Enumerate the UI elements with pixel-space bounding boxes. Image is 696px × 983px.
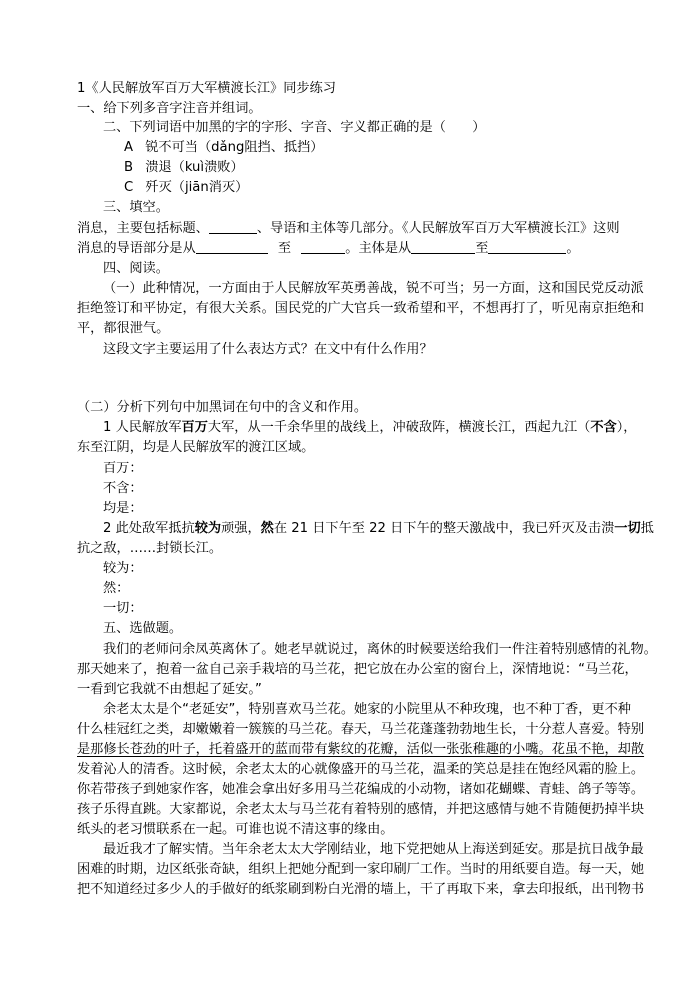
passage-p2-line-1: 余老太太是个“老延安”，特别喜欢马兰花。她家的小院里从不种玫瑰，也不种丁香，更不种 (103, 702, 631, 717)
passage-p2-line-4: 发着沁人的清香。这时候，余老太太的心就像盛开的马兰花，温柔的笑总是挂在饱经风霜的脸上。 (77, 762, 645, 777)
option-a (124, 138, 323, 158)
sentence-1-bold-baiwan: 百万 (181, 420, 208, 435)
fill-2-text-b: 至 (277, 241, 292, 256)
fill-2-text-e: 。 (566, 241, 580, 256)
option-b-text: 溃退（kuì溃败） (145, 160, 244, 175)
word-prompt-yiqie: 一切： (103, 601, 143, 616)
reading-1-line-3: 平，都很泄气。 (77, 321, 170, 336)
section-3-heading: 三、填空。 (103, 200, 169, 215)
word-prompt-baiwan: 百万： (103, 461, 143, 476)
blank-1[interactable] (209, 219, 257, 234)
passage-p2-line-2: 什么桂冠红之类，却嫩嫩着一簇簇的马兰花。春天，马兰花蓬蓬勃勃地生长，十分惹人喜爱。特别 (77, 722, 645, 737)
option-c-text: 歼灭（jiān消灭） (145, 180, 249, 195)
passage-p2-line-6: 孩子乐得直跳。大家都说，余老太太与马兰花有着特别的感情，并把这感情与她不肯随便扔掉半块 (77, 802, 645, 817)
sentence-1-text-c: 大军，从一千余华里的战线上，冲破敌阵，横渡长江，西起九江（ (207, 420, 591, 435)
option-b-letter: B (124, 160, 134, 175)
blank-2[interactable] (196, 239, 268, 254)
fill-line-1 (77, 219, 620, 239)
passage-p3-line-3: 把不知道经过多少人的手做好的纸浆刷到粉白光滑的墙上，干了再取下来，拿去印报纸，出刊物书 (77, 882, 645, 897)
section-5-heading: 五、选做题。 (103, 621, 183, 636)
passage-p1-line-2: 那天她来了，抱着一盆自己亲手栽培的马兰花，把它放在办公室的窗台上，深情地说：“马兰花， (77, 662, 638, 677)
section-1-heading: 一、给下列多音字注音并组词。 (77, 101, 262, 116)
option-c-letter: C (124, 180, 134, 195)
fill-2-text-c: 。主体是从 (345, 241, 412, 256)
passage-p3-line-1: 最近我才了解实情。当年余老太太大学刚结业，地下党把她从上海送到延安。那是抗日战争最 (103, 842, 644, 857)
reading-1-line-2: 拒绝签订和平协定，有很大关系。国民党的广大官兵一致希望和平，不想再打了，听见南京拒绝和 (77, 301, 645, 316)
option-b (124, 158, 244, 178)
fill-1-text-b: 、导语和主体等几部分。《人民解放军百万大军横渡长江》这则 (256, 221, 620, 236)
sentence-2-bold-ran: 然 (260, 521, 274, 536)
blank-4[interactable] (411, 239, 475, 254)
sentence-2-text-g: 抵 (640, 521, 654, 536)
word-prompt-junshi: 均是： (103, 501, 143, 516)
passage-p1-line-3: 一看到它我就不由想起了延安。” (77, 682, 262, 697)
passage-p2-line-3: 是那修长苍劲的叶子，托着盛开的蓝而带有紫纹的花瓣，活似一张张稚趣的小嘴。花虽不艳，却散 (77, 742, 645, 757)
option-a-letter: A (124, 140, 134, 155)
part-2-heading: （二）分析下列句中加黑词在句中的含义和作用。 (77, 400, 368, 415)
sentence-1-line-1 (103, 418, 637, 438)
worksheet-title: 1《人民解放军百万大军横渡长江》同步练习 (77, 81, 336, 96)
passage-p3-line-2: 困难的时期，边区纸张奇缺，组织上把她分配到一家印刷厂工作。当时的用纸要自造。每一天，她 (77, 862, 645, 877)
passage-p2-line-5: 你若带孩子到她家作客，她准会拿出好多用马兰花编成的小动物，诸如花蝴蝶、青蛙、鸽子等等。 (77, 782, 645, 797)
option-c (124, 178, 248, 198)
reading-1-question: 这段文字主要运用了什么表达方式？在文中有什么作用？ (103, 342, 433, 357)
sentence-1-bold-buhan: 不含 (590, 420, 617, 435)
word-prompt-jiaowei: 较为： (103, 561, 143, 576)
fill-2-text-a: 消息的导语部分是从 (77, 241, 196, 256)
passage-p2-line-7: 纸头的老习惯联系在一起。可谁也说不清这事的缘由。 (77, 822, 394, 837)
sentence-2-bold-yiqie: 一切 (614, 521, 641, 536)
section-2-heading: 二、下列词语中加黑的字的字形、字音、字义都正确的是（ ） (103, 120, 486, 135)
sentence-2-text-e: 在 21 日下午至 22 日下午的整天激战中，我已歼灭及击溃 (273, 521, 615, 536)
word-prompt-buhan: 不含： (103, 481, 143, 496)
reading-1-line-1: （一）此种情况，一方面由于人民解放军英勇善战，锐不可当；另一方面，这和国民党反动派 (103, 281, 644, 296)
word-prompt-ran: 然： (103, 581, 130, 596)
blank-5[interactable] (488, 239, 566, 254)
section-4-heading: 四、阅读。 (103, 261, 169, 276)
fill-line-2 (77, 239, 580, 259)
sentence-2-bold-jiaowei: 较为 (194, 521, 222, 536)
sentence-2-line-1 (103, 519, 654, 539)
option-a-text: 锐不可当（dǎng阻挡、抵挡） (145, 140, 324, 155)
fill-1-text-a: 消息，主要包括标题、 (77, 221, 209, 236)
sentence-1-line-2: 东至江阴，均是人民解放军的渡江区域。 (77, 440, 315, 455)
sentence-1-text-a: 1 人民解放军 (103, 420, 182, 435)
sentence-1-text-e: ）， (616, 420, 637, 435)
sentence-2-line-2: 抗之敌，……封锁长江。 (77, 541, 223, 556)
fill-2-text-d: 至 (475, 241, 489, 256)
blank-3[interactable] (301, 239, 345, 254)
sentence-2-text-a: 2 此处敌军抵抗 (103, 521, 195, 536)
passage-p1-line-1: 我们的老师问余凤英离休了。她老早就说过，离休的时候要送给我们一件注着特别感情的礼物。 (103, 642, 657, 657)
sentence-2-text-c: 顽强， (221, 521, 261, 536)
